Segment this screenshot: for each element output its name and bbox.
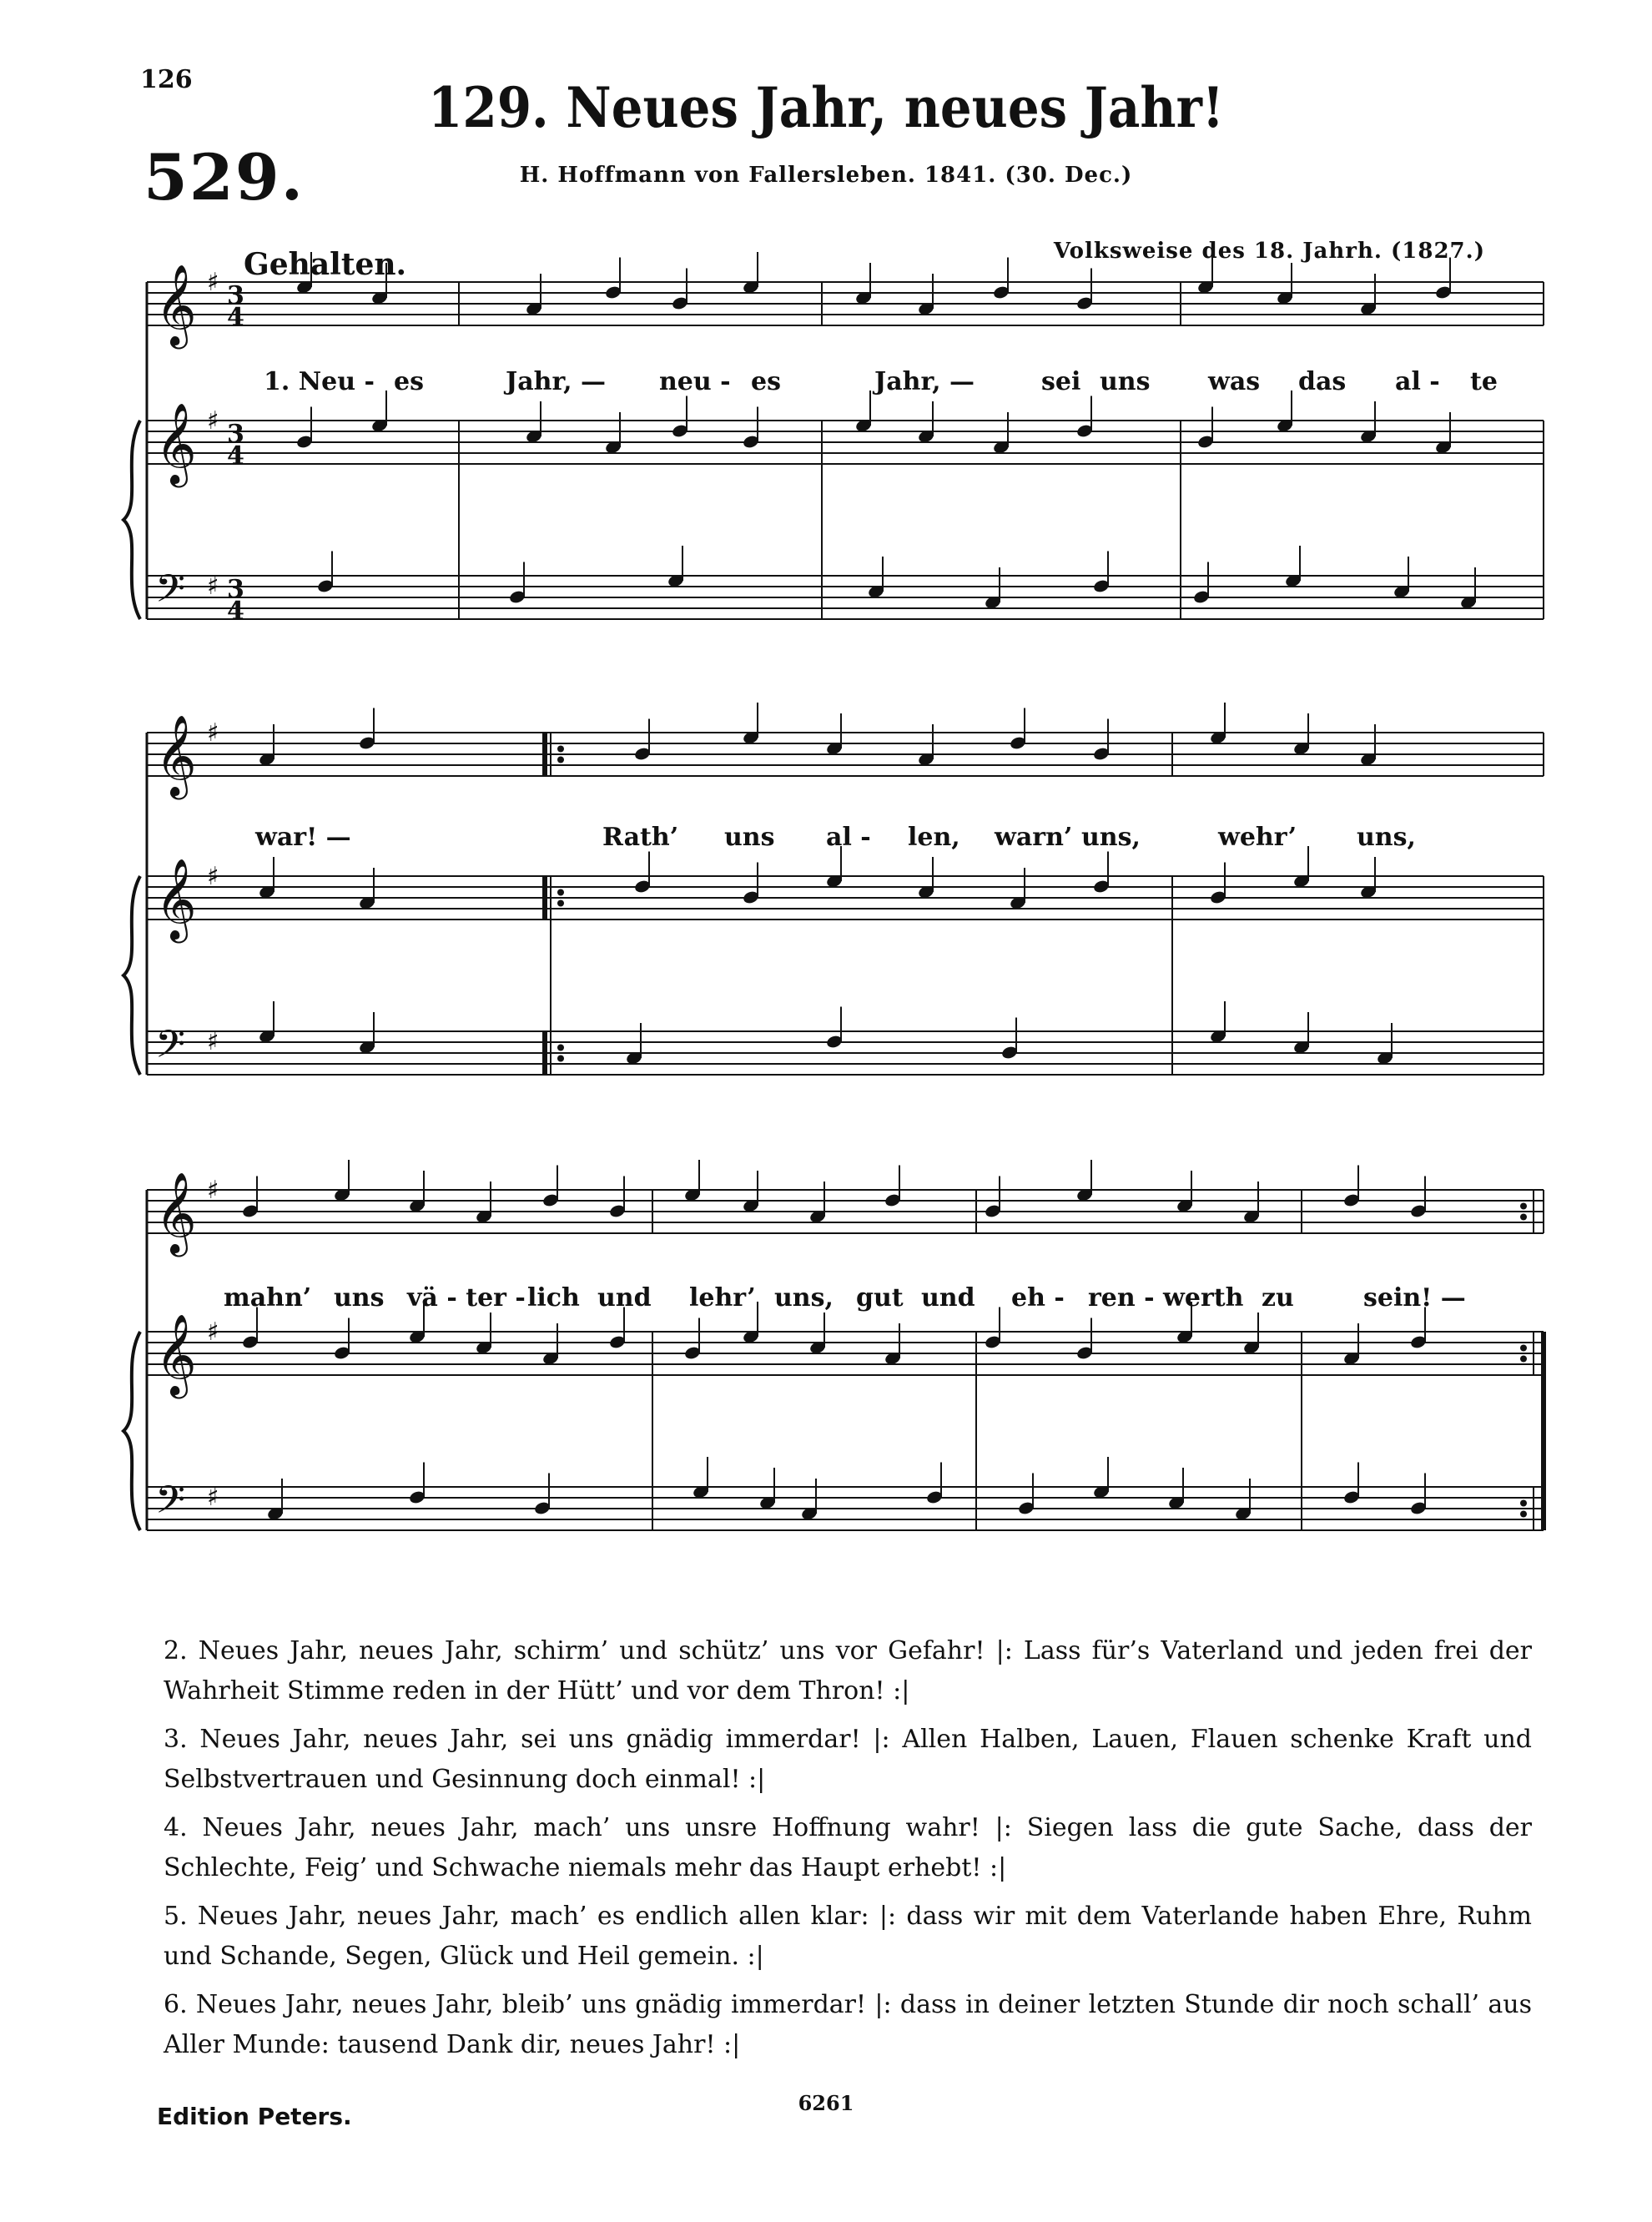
lyric-syllable: eh - [1011, 1283, 1065, 1313]
repeat-dot [557, 757, 564, 763]
lyric-syllable: gut [856, 1283, 904, 1313]
lyric-syllable: was [1208, 367, 1261, 396]
lyric-syllable: len, [908, 823, 960, 852]
time-signature-denominator: 4 [227, 441, 244, 471]
time-signature-denominator: 4 [227, 597, 244, 626]
piano-brace [123, 421, 140, 619]
poet-credit: H. Hoffmann von Fallersleben. 1841. (30. Dec.) [519, 163, 1133, 188]
lyric-syllable: neu - [659, 367, 731, 396]
lyric-syllable: wehr’ [1218, 823, 1297, 852]
lyric-syllable: al - [826, 823, 871, 852]
lyric-syllable: mahn’ [224, 1283, 312, 1313]
treble-clef-icon: 𝄞 [155, 858, 197, 940]
treble-clef-icon: 𝄞 [155, 1313, 197, 1395]
treble-clef-icon: 𝄞 [155, 264, 197, 345]
sharp-icon: ♯ [207, 268, 219, 297]
lyric-syllable: sein! — [1363, 1283, 1466, 1313]
sharp-icon: ♯ [207, 1027, 219, 1056]
time-signature-denominator: 4 [227, 303, 244, 332]
sharp-icon: ♯ [207, 718, 219, 748]
sharp-icon: ♯ [207, 1318, 219, 1347]
bass-clef-icon: 𝄢 [155, 567, 186, 621]
lyric-syllable: es [751, 367, 781, 396]
piano-brace [123, 1332, 140, 1530]
repeat-dot [557, 1045, 564, 1051]
song-title: 129. Neues Jahr, neues Jahr! [428, 75, 1224, 140]
repeat-dot [557, 889, 564, 896]
repeat-dot [557, 900, 564, 907]
lyric-syllable: uns [724, 823, 775, 852]
lyric-syllable: al - [1395, 367, 1440, 396]
lyric-syllable: lich [527, 1283, 580, 1313]
treble-clef-icon: 𝄞 [155, 402, 197, 484]
lyric-syllable: das [1298, 367, 1347, 396]
repeat-dot [557, 1056, 564, 1062]
lyric-syllable: lehr’ [689, 1283, 756, 1313]
repeat-dot [1520, 1356, 1527, 1363]
lyric-syllable: und [597, 1283, 652, 1313]
verse-4: 4. Neues Jahr, neues Jahr, mach’ uns unsre Hoffnung wahr! |: Siegen lass die gute Sache, dass der Schlechte, Feig’ und Schwache niemals mehr das Haupt erhebt! :| [164, 1813, 1532, 1882]
lyric-syllable: vä - ter - [407, 1283, 526, 1313]
verse-3: 3. Neues Jahr, neues Jahr, sei uns gnädig immerdar! |: Allen Halben, Lauen, Flauen schenke Kraft und Selbstvertrauen und Gesinnung doch einmal! :| [164, 1725, 1532, 1794]
piano-brace [123, 876, 140, 1075]
lyric-syllable: warn’ [995, 823, 1073, 852]
treble-clef-icon: 𝄞 [155, 714, 197, 796]
verse-5: 5. Neues Jahr, neues Jahr, mach’ es endlich allen klar: |: dass wir mit dem Vaterlande haben Ehre, Ruhm und Schande, Segen, Glück und Heil gemein. :| [164, 1902, 1532, 1971]
additional-verses [164, 1631, 1532, 2073]
verse-6: 6. Neues Jahr, neues Jahr, bleib’ uns gnädig immerdar! |: dass in deiner letzten Stunde dir noch schall’ aus Aller Munde: tausend Dank dir, neues Jahr! :| [164, 1990, 1532, 2059]
repeat-dot [1520, 1345, 1527, 1352]
time-signature-numerator: 3 [227, 575, 244, 604]
tempo-marking: Gehalten. [244, 247, 407, 282]
sharp-icon: ♯ [207, 572, 219, 601]
bass-clef-icon: 𝄢 [155, 1022, 186, 1076]
repeat-dot [557, 746, 564, 753]
treble-clef-icon: 𝄞 [155, 1171, 197, 1253]
verse-2: 2. Neues Jahr, neues Jahr, schirm’ und schütz’ uns vor Gefahr! |: Lass für’s Vaterland und jeden frei der Wahrheit Stimme reden in der Hütt’ und vor dem Thron! :| [164, 1636, 1532, 1706]
time-signature-numerator: 3 [227, 420, 244, 449]
sharp-icon: ♯ [207, 1176, 219, 1205]
lyric-syllable: ren - werth [1088, 1283, 1244, 1313]
lyric-syllable: 1. Neu - [264, 367, 375, 396]
lyric-syllable: te [1470, 367, 1498, 396]
repeat-dot [1520, 1511, 1527, 1518]
bass-clef-icon: 𝄢 [155, 1478, 186, 1532]
publisher-imprint: Edition Peters. [157, 2103, 352, 2130]
sharp-icon: ♯ [207, 406, 219, 436]
lyric-syllable: und [921, 1283, 975, 1313]
repeat-dot [1520, 1214, 1527, 1221]
lyric-syllable: Jahr, — [874, 367, 975, 396]
repeat-dot [1520, 1203, 1527, 1210]
repeat-barline [542, 1031, 547, 1075]
sharp-icon: ♯ [207, 862, 219, 891]
composer-credit: Volksweise des 18. Jahrh. (1827.) [1053, 239, 1485, 264]
lyric-syllable: uns, [1357, 823, 1416, 852]
lyric-syllable: sei [1041, 367, 1081, 396]
time-signature-numerator: 3 [227, 281, 244, 310]
lyric-syllable: uns, [774, 1283, 834, 1313]
song-stamp-number: 529. [144, 140, 305, 214]
lyric-syllable: uns, [1081, 823, 1141, 852]
lyric-syllable: Jahr, — [506, 367, 606, 396]
lyric-syllable: zu [1262, 1283, 1294, 1313]
lyric-syllable: Rath’ [602, 823, 679, 852]
lyric-syllable: uns [334, 1283, 385, 1313]
plate-number: 6261 [798, 2091, 854, 2115]
repeat-barline [542, 876, 547, 920]
lyric-syllable: uns [1100, 367, 1151, 396]
lyric-syllable: war! — [255, 823, 351, 852]
lyric-syllable: es [394, 367, 424, 396]
repeat-dot [1520, 1500, 1527, 1507]
repeat-barline [542, 733, 547, 776]
page-number: 126 [140, 65, 193, 94]
sharp-icon: ♯ [207, 1483, 219, 1512]
